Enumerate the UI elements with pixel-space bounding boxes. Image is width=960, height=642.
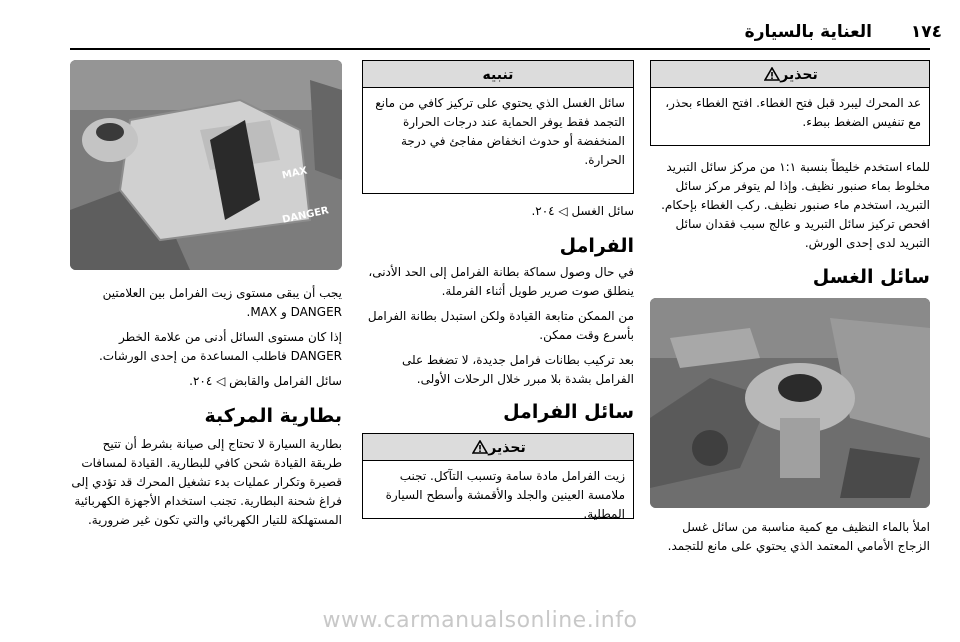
brake-level-paragraph: يجب أن يبقى مستوى زيت الفرامل بين العلامتين DANGER و MAX. bbox=[102, 286, 342, 319]
brake-fluid-reference: سائل الفرامل والقابض ◁ ٢٠٤. bbox=[189, 374, 342, 388]
warning-triangle-icon bbox=[764, 67, 780, 81]
brakes-paragraph-1: في حال وصول سماكة بطانة الفرامل إلى الحد الأدنى، ينطلق صوت صرير طويل أثناء الفرملة. bbox=[368, 265, 634, 298]
warning-box-header bbox=[651, 61, 929, 88]
washer-fluid-reference: سائل الغسل ◁ ٢٠٤. bbox=[531, 204, 634, 218]
running-title: العناية بالسيارة bbox=[744, 22, 872, 42]
warning-box-text: عد المحرك ليبرد قبل فتح الغطاء. افتح الغطاء بحذر، مع تنفيس الضغط ببطء. bbox=[665, 96, 921, 129]
warning-heading: تحذير bbox=[780, 67, 818, 83]
middle-column bbox=[362, 60, 634, 519]
brake-danger-paragraph: إذا كان مستوى السائل أدنى من علامة الخطر DANGER فاطلب المساعدة من إحدى الورشات. bbox=[98, 330, 342, 363]
right-column bbox=[650, 60, 930, 556]
brake-fluid-heading: سائل الفرامل bbox=[503, 401, 634, 423]
washer-fluid-heading: سائل الغسل bbox=[812, 266, 930, 288]
page-number: ١٧٤ bbox=[910, 22, 942, 42]
warning-box bbox=[650, 60, 930, 146]
brakes-heading: الفرامل bbox=[559, 235, 634, 257]
brake-warning-heading: تحذير bbox=[488, 440, 526, 456]
brakes-paragraph-3: بعد تركيب بطانات فرامل جديدة، لا تضغط على الفرامل بشدة بلا مبرر خلال الرحلات الأولى. bbox=[402, 353, 634, 386]
battery-heading: بطارية المركبة bbox=[204, 405, 342, 427]
brakes-paragraph-2: من الممكن متابعة القيادة ولكن استبدل بطانة الفرامل بأسرع وقت ممكن. bbox=[367, 309, 634, 342]
brake-reservoir-photo bbox=[70, 60, 342, 270]
watermark: www.carmanualsonline.info bbox=[322, 608, 638, 633]
photo-label-max: MAX bbox=[281, 165, 309, 182]
warning-triangle-icon bbox=[472, 440, 488, 454]
photo-label-danger: DANGER bbox=[281, 205, 330, 226]
battery-paragraph: بطارية السيارة لا تحتاج إلى صيانة بشرط أن تتيح طريقة القيادة شحن كافي للبطارية. القيادة لمسافات قصيرة وتكرار عمليات بدء تشغيل المحرك قد تؤدي إلى فراغ شحنة البطارية. تجنب استخدام الأجهزة الكهربائية المستهلكة للتيار الكهربائي والتي تكون غير ضرورية. bbox=[71, 437, 342, 527]
page-header bbox=[0, 0, 960, 52]
notice-box-text: سائل الغسل الذي يحتوي على تركيز كافي من مانع التجمد فقط يوفر الحماية عند درجات الحرارة المنخفضة أو حدوث انخفاض مفاجئ في درجة الحرارة. bbox=[375, 96, 625, 167]
left-column bbox=[70, 60, 342, 530]
washer-reservoir-photo bbox=[650, 298, 930, 508]
header-rule bbox=[70, 48, 930, 50]
brake-warning-box-header bbox=[363, 434, 633, 461]
washer-caption: املأ بالماء النظيف مع كمية مناسبة من سائل غسل الزجاج الأمامي المعتمد الذي يحتوي على مانع للتجمد. bbox=[667, 520, 930, 553]
notice-box bbox=[362, 60, 634, 194]
brake-warning-box-text: زيت الفرامل مادة سامة وتسبب التآكل. تجنب ملامسة العينين والجلد والأقمشة وأسطح السيارة المطلية. bbox=[385, 469, 625, 521]
notice-box-header: تنبيه bbox=[363, 61, 633, 88]
coolant-paragraph: للماء استخدم خليطاً بنسبة ١:١ من مركز سائل التبريد مخلوط بماء صنبور نظيف. وإذا لم يتوفر مركز سائل التبريد، استخدم ماء صنبور نظيف. ركب الغطاء بإحكام. افحص تركيز سائل التبريد و عالج سبب فقدان سائل التبريد لدى إحدى الورش. bbox=[661, 160, 930, 250]
brake-fluid-warning-box bbox=[362, 433, 634, 519]
